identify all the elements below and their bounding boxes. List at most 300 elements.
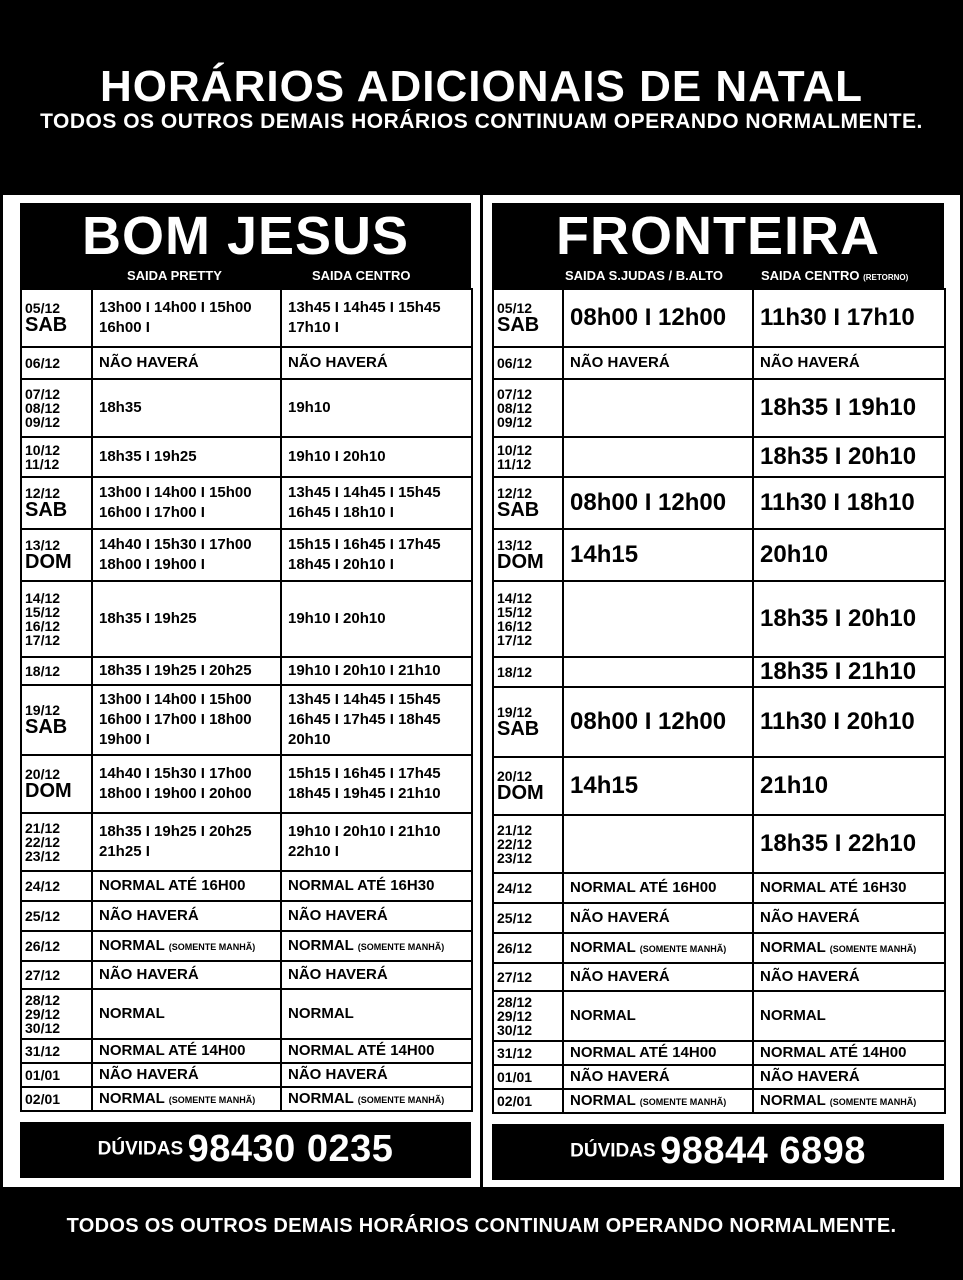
fronteira-col2-label: SAIDA CENTRO — [761, 268, 860, 283]
time-line — [288, 710, 465, 730]
fronteira-time-cell-2 — [753, 963, 945, 991]
time-text: 13h00 I 14h00 I 15h00 — [99, 484, 252, 501]
bom-jesus-col2-header: SAIDA CENTRO — [312, 268, 411, 283]
time-line — [288, 784, 465, 804]
bom-jesus-time-cell-2 — [281, 289, 472, 347]
time-text: 18h45 I 20h10 I — [288, 556, 394, 573]
fronteira-time-cell-2 — [753, 581, 945, 657]
fronteira-time-cell-2 — [753, 1041, 945, 1065]
schedule-note: (SOMENTE MANHÃ) — [639, 1096, 727, 1107]
bom-jesus-time-cell-2 — [281, 529, 472, 581]
fronteira-date-cell — [493, 1089, 563, 1113]
bom-jesus-date-cell — [21, 871, 92, 901]
date-label: 30/12 — [497, 1022, 533, 1038]
bom-jesus-time-cell-1 — [92, 477, 281, 529]
time-text: NORMAL ATÉ 16H00 — [570, 879, 717, 896]
bom-jesus-time-cell-1 — [92, 961, 281, 989]
fronteira-date-cell — [493, 379, 563, 437]
fronteira-phone-box — [492, 1124, 944, 1180]
time-text: NÃO HAVERÁ — [570, 1068, 670, 1085]
fronteira-time-cell-2 — [753, 379, 945, 437]
time-text: 18h35 I 21h10 — [760, 658, 917, 685]
time-line — [99, 609, 274, 629]
date-label: 22/12 — [497, 836, 533, 852]
bom-jesus-time-cell-1 — [92, 347, 281, 379]
bom-jesus-time-cell-2 — [281, 961, 472, 989]
time-text: 16h45 I 17h45 I 18h45 — [288, 711, 441, 728]
time-line — [760, 967, 938, 987]
time-line — [99, 447, 274, 467]
time-text: 14h40 I 15h30 I 17h00 — [99, 536, 252, 553]
time-text: NORMAL ATÉ 14H00 — [760, 1044, 907, 1061]
time-line — [99, 661, 274, 681]
date-label: 21/12 — [25, 820, 61, 836]
time-text: 08h00 I 12h00 — [570, 708, 727, 735]
date-label: 19/12 — [25, 702, 61, 718]
time-text: NORMAL — [760, 1007, 826, 1024]
bom-jesus-time-cell-2 — [281, 437, 472, 477]
time-text: 13h45 I 14h45 I 15h45 — [288, 299, 441, 316]
bom-jesus-date-cell — [21, 755, 92, 813]
weekday-label: SAB — [497, 718, 540, 740]
date-label: 11/12 — [25, 456, 60, 472]
fronteira-time-cell-2 — [753, 991, 945, 1041]
bom-jesus-row — [21, 755, 472, 813]
time-text: NÃO HAVERÁ — [99, 354, 199, 371]
bom-jesus-row — [21, 379, 472, 437]
fronteira-time-cell-2 — [753, 289, 945, 347]
date-label: 14/12 — [497, 590, 533, 606]
time-text: NORMAL ATÉ 16H30 — [760, 879, 907, 896]
date-label: 20/12 — [25, 766, 61, 782]
fronteira-row — [493, 1089, 945, 1113]
fronteira-time-cell-2 — [753, 477, 945, 529]
time-text: 11h30 I 17h10 — [760, 304, 915, 331]
time-line — [288, 764, 465, 784]
time-text: 18h00 I 19h00 I — [99, 556, 205, 573]
date-label: 05/12 — [497, 300, 533, 316]
time-line — [760, 394, 938, 422]
date-label: 02/01 — [25, 1091, 61, 1107]
time-line — [760, 878, 938, 898]
time-text: NÃO HAVERÁ — [288, 966, 388, 983]
time-text: NÃO HAVERÁ — [760, 968, 860, 985]
time-line — [570, 1067, 746, 1087]
date-label: 17/12 — [25, 632, 61, 648]
fronteira-title: FRONTEIRA — [556, 206, 880, 266]
date-label: 20/12 — [497, 768, 533, 784]
page-title: HORÁRIOS ADICIONAIS DE NATAL — [100, 62, 863, 111]
time-line — [760, 1043, 938, 1063]
time-text: NÃO HAVERÁ — [99, 1066, 199, 1083]
date-label: 23/12 — [497, 850, 533, 866]
fronteira-time-cell-1 — [563, 757, 753, 815]
date-label: 13/12 — [497, 537, 533, 553]
time-line — [288, 876, 465, 896]
footer-text: TODOS OS OUTROS DEMAIS HORÁRIOS CONTINUAM OPERANDO NORMALMENTE. — [66, 1215, 897, 1237]
bom-jesus-time-cell-1 — [92, 871, 281, 901]
time-text: 11h30 I 20h10 — [760, 708, 915, 735]
fronteira-date-cell — [493, 933, 563, 963]
time-line — [288, 447, 465, 467]
bom-jesus-row — [21, 989, 472, 1039]
fronteira-row — [493, 477, 945, 529]
time-line — [99, 822, 274, 842]
fronteira-time-cell-2 — [753, 815, 945, 873]
fronteira-row — [493, 1065, 945, 1089]
time-text: NÃO HAVERÁ — [570, 354, 670, 371]
time-text: 16h00 I 17h00 I 18h00 — [99, 711, 252, 728]
time-text: NÃO HAVERÁ — [760, 909, 860, 926]
bom-jesus-date-cell — [21, 657, 92, 685]
fronteira-time-cell-1 — [563, 1065, 753, 1089]
time-text: 18h35 — [99, 399, 142, 416]
time-line — [288, 398, 465, 418]
time-line — [99, 1004, 274, 1024]
fronteira-time-cell-1 — [563, 437, 753, 477]
time-line — [570, 1043, 746, 1063]
time-text: 14h15 — [570, 772, 639, 799]
weekday-label: SAB — [25, 716, 68, 738]
bom-jesus-time-cell-2 — [281, 347, 472, 379]
schedule-note: (SOMENTE MANHÃ) — [168, 1094, 256, 1105]
bom-jesus-time-cell-2 — [281, 1087, 472, 1111]
bom-jesus-date-cell — [21, 931, 92, 961]
bom-jesus-time-cell-2 — [281, 755, 472, 813]
bom-jesus-time-cell-2 — [281, 901, 472, 931]
fronteira-time-cell-2 — [753, 657, 945, 687]
date-label: 12/12 — [25, 485, 61, 501]
weekday-label: SAB — [25, 499, 68, 521]
time-text: NÃO HAVERÁ — [570, 909, 670, 926]
date-label: 01/01 — [25, 1067, 61, 1083]
fronteira-row — [493, 347, 945, 379]
schedule-note: (SOMENTE MANHÃ) — [357, 1094, 445, 1105]
fronteira-time-cell-2 — [753, 903, 945, 933]
fronteira-time-cell-2 — [753, 757, 945, 815]
bom-jesus-col1-header: SAIDA PRETTY — [127, 268, 222, 283]
date-label: 06/12 — [497, 355, 533, 371]
fronteira-time-cell-1 — [563, 991, 753, 1041]
time-text: 20h10 — [288, 731, 331, 748]
time-line — [288, 842, 465, 862]
time-line — [99, 906, 274, 926]
time-line — [288, 1004, 465, 1024]
time-text: 22h10 I — [288, 843, 339, 860]
time-line — [760, 304, 938, 332]
time-text: 18h35 I 19h25 I 20h25 — [99, 823, 252, 840]
date-label: 11/12 — [497, 456, 532, 472]
time-line — [99, 353, 274, 373]
schedule-note: (SOMENTE MANHÃ) — [168, 941, 256, 952]
weekday-label: SAB — [497, 314, 540, 336]
bom-jesus-row — [21, 931, 472, 961]
weekday-label: SAB — [25, 314, 68, 336]
time-text: NORMAL — [288, 1005, 354, 1022]
fronteira-phone-number: 98844 6898 — [660, 1130, 866, 1172]
fronteira-date-cell — [493, 903, 563, 933]
time-text: 08h00 I 12h00 — [570, 489, 727, 516]
time-text: 14h40 I 15h30 I 17h00 — [99, 765, 252, 782]
date-label: 24/12 — [497, 880, 533, 896]
time-text: 18h35 I 20h10 — [760, 443, 917, 470]
bom-jesus-time-cell-2 — [281, 581, 472, 657]
fronteira-time-cell-2 — [753, 687, 945, 757]
fronteira-row — [493, 687, 945, 757]
time-line — [288, 318, 465, 338]
date-label: 26/12 — [25, 938, 61, 954]
bom-jesus-time-cell-2 — [281, 931, 472, 961]
bom-jesus-time-cell-1 — [92, 1063, 281, 1087]
bom-jesus-row — [21, 901, 472, 931]
time-line — [288, 936, 465, 957]
fronteira-time-cell-1 — [563, 529, 753, 581]
bom-jesus-date-cell — [21, 379, 92, 437]
fronteira-col2-note: (RETORNO) — [863, 273, 909, 282]
bom-jesus-row — [21, 581, 472, 657]
fronteira-col2-header — [761, 268, 908, 283]
date-label: 07/12 — [497, 386, 533, 402]
time-text: NORMAL ATÉ 14H00 — [288, 1042, 435, 1059]
fronteira-date-cell — [493, 991, 563, 1041]
bom-jesus-header — [20, 203, 471, 288]
bom-jesus-time-cell-2 — [281, 685, 472, 755]
time-line — [288, 483, 465, 503]
date-label: 15/12 — [25, 604, 61, 620]
time-text: NORMAL — [288, 936, 354, 954]
bom-jesus-time-cell-1 — [92, 581, 281, 657]
page-header — [0, 0, 963, 195]
date-label: 05/12 — [25, 300, 61, 316]
time-line — [760, 708, 938, 736]
bom-jesus-time-cell-1 — [92, 289, 281, 347]
time-text: 13h45 I 14h45 I 15h45 — [288, 484, 441, 501]
time-line — [570, 967, 746, 987]
date-label: 22/12 — [25, 834, 61, 850]
time-text: NORMAL — [570, 1007, 636, 1024]
time-line — [288, 1089, 465, 1110]
time-text: 15h15 I 16h45 I 17h45 — [288, 765, 441, 782]
bom-jesus-date-cell — [21, 581, 92, 657]
date-label: 13/12 — [25, 537, 61, 553]
fronteira-time-cell-2 — [753, 1089, 945, 1113]
fronteira-time-cell-1 — [563, 903, 753, 933]
time-text: NÃO HAVERÁ — [760, 1068, 860, 1085]
time-line — [288, 503, 465, 523]
fronteira-time-cell-1 — [563, 687, 753, 757]
time-line — [99, 730, 274, 750]
time-line — [760, 605, 938, 633]
weekday-label: DOM — [497, 782, 544, 804]
fronteira-date-cell — [493, 963, 563, 991]
fronteira-date-cell — [493, 529, 563, 581]
date-label: 06/12 — [25, 355, 61, 371]
bom-jesus-time-cell-1 — [92, 529, 281, 581]
fronteira-date-cell — [493, 657, 563, 687]
date-label: 28/12 — [25, 992, 61, 1008]
fronteira-header — [492, 203, 944, 288]
bom-jesus-row — [21, 1087, 472, 1111]
time-line — [760, 830, 938, 858]
time-line — [760, 908, 938, 928]
time-text: NÃO HAVERÁ — [99, 966, 199, 983]
time-line — [760, 353, 938, 373]
bom-jesus-row — [21, 1039, 472, 1063]
bom-jesus-time-cell-1 — [92, 755, 281, 813]
bom-jesus-time-cell-2 — [281, 813, 472, 871]
time-line — [570, 304, 746, 332]
bom-jesus-row — [21, 437, 472, 477]
bom-jesus-date-cell — [21, 289, 92, 347]
bom-jesus-phone-box — [20, 1122, 471, 1178]
bom-jesus-row — [21, 685, 472, 755]
fronteira-time-cell-1 — [563, 815, 753, 873]
bom-jesus-time-cell-2 — [281, 657, 472, 685]
fronteira-time-cell-1 — [563, 347, 753, 379]
bom-jesus-time-cell-2 — [281, 379, 472, 437]
time-line — [760, 1006, 938, 1026]
time-line — [99, 764, 274, 784]
time-text: NORMAL — [99, 1005, 165, 1022]
time-text: 13h00 I 14h00 I 15h00 — [99, 691, 252, 708]
bom-jesus-time-cell-1 — [92, 989, 281, 1039]
fronteira-date-cell — [493, 873, 563, 903]
date-label: 15/12 — [497, 604, 533, 620]
date-label: 19/12 — [497, 704, 533, 720]
time-line — [99, 784, 274, 804]
bom-jesus-time-cell-2 — [281, 1039, 472, 1063]
time-line — [288, 690, 465, 710]
time-text: 18h00 I 19h00 I 20h00 — [99, 785, 252, 802]
fronteira-row — [493, 529, 945, 581]
time-text: NÃO HAVERÁ — [288, 907, 388, 924]
date-label: 12/12 — [497, 485, 533, 501]
bom-jesus-phone-number: 98430 0235 — [187, 1128, 394, 1170]
time-line — [99, 503, 274, 523]
time-line — [288, 353, 465, 373]
time-line — [570, 708, 746, 736]
time-line — [288, 609, 465, 629]
bom-jesus-row — [21, 657, 472, 685]
fronteira-time-cell-2 — [753, 933, 945, 963]
bom-jesus-time-cell-1 — [92, 437, 281, 477]
date-label: 29/12 — [25, 1006, 61, 1022]
weekday-label: DOM — [497, 551, 544, 573]
time-line — [570, 1006, 746, 1026]
fronteira-time-cell-2 — [753, 437, 945, 477]
fronteira-row — [493, 933, 945, 963]
time-line — [760, 489, 938, 517]
fronteira-date-cell — [493, 347, 563, 379]
time-line — [288, 730, 465, 750]
time-line — [760, 443, 938, 471]
time-text: 08h00 I 12h00 — [570, 304, 727, 331]
bom-jesus-time-cell-1 — [92, 1039, 281, 1063]
time-line — [99, 1089, 274, 1110]
fronteira-time-cell-1 — [563, 1089, 753, 1113]
weekday-label: DOM — [25, 780, 72, 802]
schedule-board — [3, 195, 960, 1187]
fronteira-time-cell-1 — [563, 657, 753, 687]
bom-jesus-row — [21, 961, 472, 989]
time-text: 17h10 I — [288, 319, 339, 336]
bom-jesus-date-cell — [21, 989, 92, 1039]
time-line — [570, 938, 746, 959]
date-label: 23/12 — [25, 848, 61, 864]
page-subtitle: TODOS OS OUTROS DEMAIS HORÁRIOS CONTINUAM OPERANDO NORMALMENTE. — [40, 110, 923, 133]
fronteira-date-cell — [493, 1065, 563, 1089]
time-text: 18h35 I 19h25 — [99, 610, 197, 627]
bom-jesus-panel — [20, 203, 471, 1178]
time-text: 18h35 I 19h25 I 20h25 — [99, 662, 252, 679]
date-label: 28/12 — [497, 994, 533, 1010]
date-label: 31/12 — [25, 1043, 61, 1059]
time-text: 18h45 I 19h45 I 21h10 — [288, 785, 441, 802]
bom-jesus-time-cell-1 — [92, 657, 281, 685]
time-text: NORMAL — [570, 938, 636, 956]
fronteira-time-cell-1 — [563, 289, 753, 347]
time-line — [99, 483, 274, 503]
time-line — [570, 878, 746, 898]
time-text: 19h10 I 20h10 — [288, 610, 386, 627]
time-line — [99, 398, 274, 418]
bom-jesus-date-cell — [21, 1063, 92, 1087]
time-line — [760, 1091, 938, 1112]
time-line — [760, 541, 938, 569]
time-text: 18h35 I 19h25 — [99, 448, 197, 465]
date-label: 31/12 — [497, 1045, 533, 1061]
time-line — [288, 535, 465, 555]
time-text: NORMAL ATÉ 16H30 — [288, 877, 435, 894]
schedule-note: (SOMENTE MANHÃ) — [357, 941, 445, 952]
fronteira-time-cell-1 — [563, 477, 753, 529]
time-line — [570, 353, 746, 373]
time-text: 19h00 I — [99, 731, 150, 748]
bom-jesus-table — [20, 288, 473, 1112]
fronteira-row — [493, 581, 945, 657]
schedule-note: (SOMENTE MANHÃ) — [639, 943, 727, 954]
time-line — [288, 906, 465, 926]
schedule-note: (SOMENTE MANHÃ) — [829, 943, 917, 954]
time-line — [99, 842, 274, 862]
time-text: NORMAL — [99, 936, 165, 954]
fronteira-col1-header: SAIDA S.JUDAS / B.ALTO — [565, 268, 723, 283]
time-text: NORMAL — [760, 938, 826, 956]
time-line — [288, 298, 465, 318]
fronteira-date-cell — [493, 477, 563, 529]
time-line — [99, 535, 274, 555]
date-label: 17/12 — [497, 632, 533, 648]
time-line — [570, 908, 746, 928]
bom-jesus-date-cell — [21, 477, 92, 529]
fronteira-row — [493, 379, 945, 437]
fronteira-date-cell — [493, 1041, 563, 1065]
fronteira-row — [493, 991, 945, 1041]
time-line — [760, 938, 938, 959]
date-label: 16/12 — [25, 618, 61, 634]
fronteira-date-cell — [493, 815, 563, 873]
fronteira-date-cell — [493, 289, 563, 347]
date-label: 24/12 — [25, 878, 61, 894]
time-line — [99, 555, 274, 575]
fronteira-time-cell-1 — [563, 379, 753, 437]
bom-jesus-date-cell — [21, 813, 92, 871]
bom-jesus-date-cell — [21, 901, 92, 931]
bom-jesus-row — [21, 289, 472, 347]
time-text: NORMAL — [760, 1091, 826, 1109]
fronteira-row — [493, 657, 945, 687]
time-text: 16h45 I 18h10 I — [288, 504, 394, 521]
